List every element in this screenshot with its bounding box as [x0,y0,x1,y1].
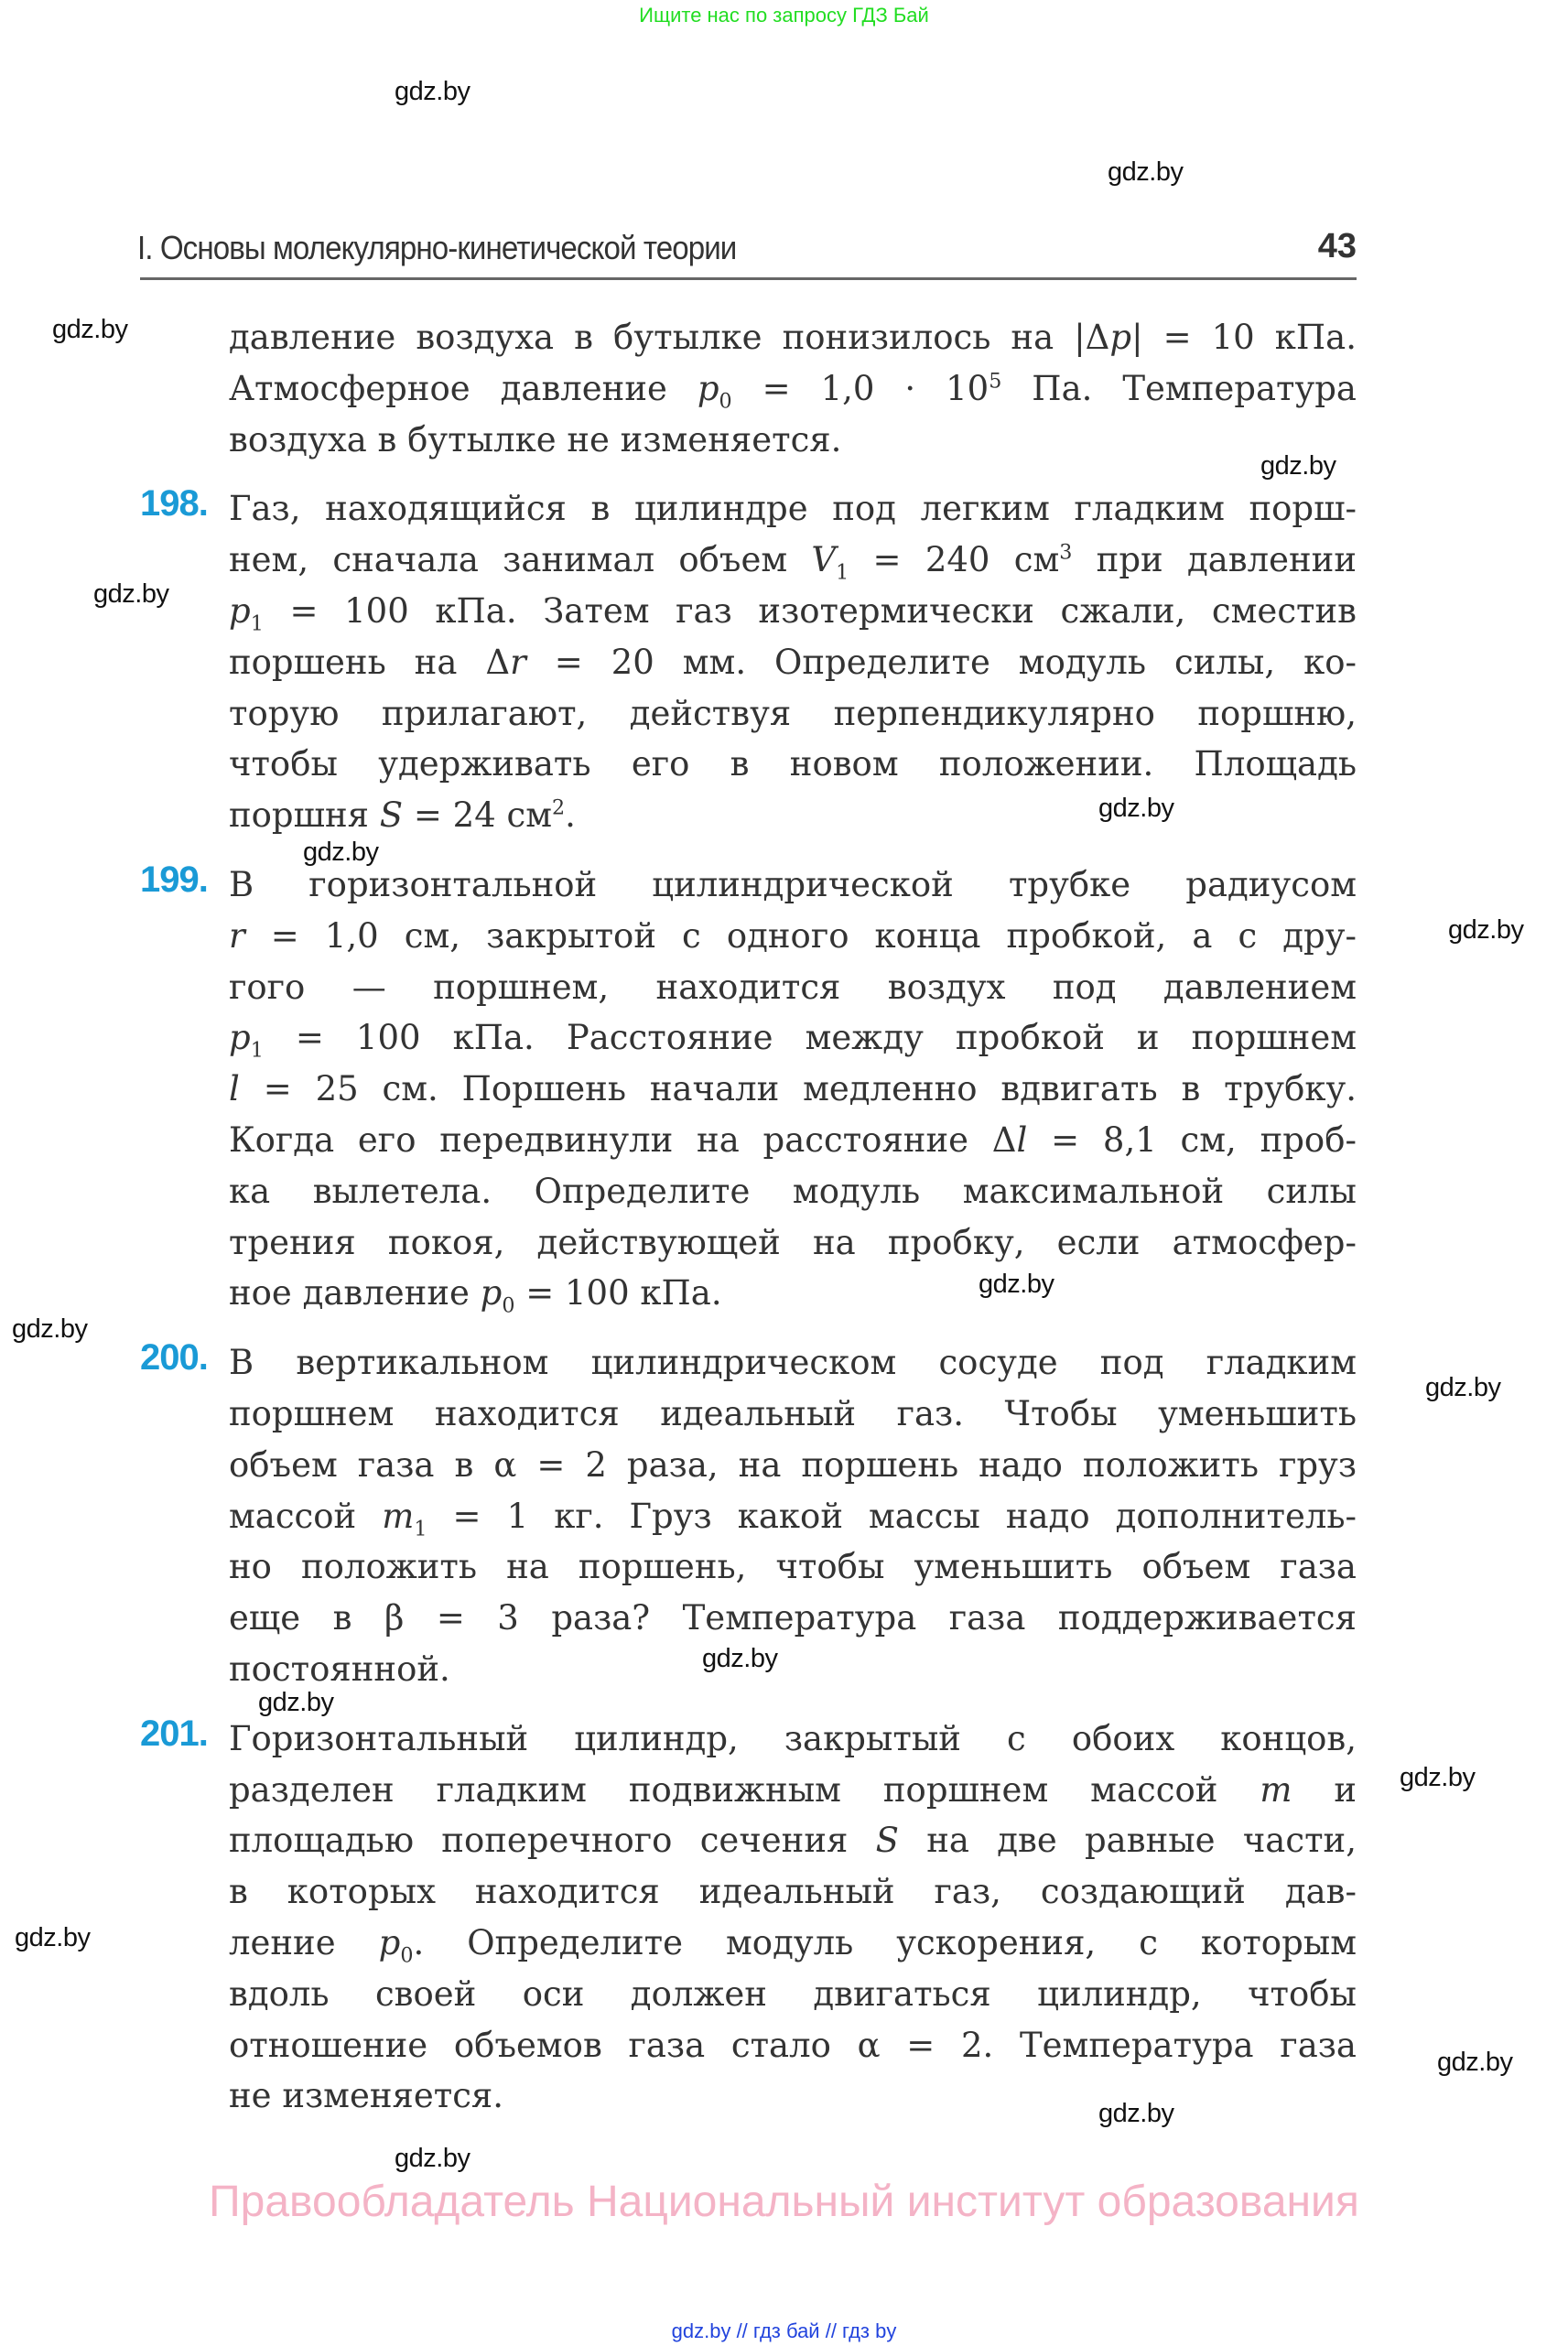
text-line [229,1765,1357,1816]
watermark: gdz.by [1260,451,1336,481]
text-segment: ление [229,1922,379,1962]
math-variable: S [875,1821,899,1861]
watermark: gdz.by [258,1688,334,1717]
text-line [229,586,1357,637]
text-segment: = 1 кг. Груз какой массы надо дополнитель- [427,1496,1357,1536]
text-segment: = 24 см [403,795,553,836]
text-line [229,312,1357,363]
math-variable: r [229,915,245,956]
problem-198 [140,483,1357,841]
math-variable: p [480,1273,503,1314]
subscript: 1 [414,1516,427,1541]
watermark: gdz.by [52,315,128,344]
problem-200 [140,1337,1357,1695]
math-variable: l [1016,1119,1028,1160]
watermark: gdz.by [1400,1763,1476,1792]
problem-201 [140,1713,1357,2122]
math-variable: l [229,1069,240,1109]
top-search-banner[interactable]: Ищите нас по запросу ГДЗ Бай [639,4,929,27]
text-segment: = 20 мм. Определите модуль силы, ко- [525,642,1357,682]
problem-number: 198. [140,483,208,524]
text-segment: = 1,0 · 10 [731,368,989,408]
math-variable: m [1260,1769,1292,1810]
text-line [229,1644,1357,1695]
text-line [229,1969,1357,2020]
text-segment: объем газа в α = 2 раза, на поршень надо положить груз [229,1444,1357,1485]
math-variable: p [697,368,719,408]
text-segment: чтобы удерживать его в новом положении. Площадь [229,744,1357,784]
watermark: gdz.by [1437,2048,1513,2077]
watermark: gdz.by [979,1270,1054,1299]
subscript: 1 [836,560,849,585]
subscript: 1 [250,611,264,636]
text-segment: = 240 см [849,540,1060,580]
header-divider [140,277,1357,280]
text-line [229,1012,1357,1064]
text-segment: в которых находится идеальный газ, создающий дав- [229,1872,1357,1912]
text-segment: трения покоя, действующей на пробку, если атмосфер- [229,1222,1357,1262]
math-variable: p [1109,318,1132,357]
superscript: 2 [552,795,566,820]
math-variable: m [382,1496,415,1536]
math-variable: S [379,795,404,836]
text-line [229,1714,1357,1765]
text-segment: воздуха в бутылке не изменяется. [229,419,842,459]
text-segment: постоянной. [229,1649,450,1689]
text-segment: В вертикальном цилиндрическом сосуде под гладким [229,1343,1357,1383]
chapter-title: I. Основы молекулярно-кинетической теории [137,229,737,266]
text-line [229,1918,1357,1969]
math-variable: p [229,1018,251,1058]
text-line [229,1866,1357,1918]
text-segment: | = 10 кПа. [1131,318,1357,357]
subscript: 0 [502,1293,515,1318]
text-segment: ка вылетела. Определите модуль максимальной силы [229,1171,1357,1211]
text-line [229,415,1357,466]
text-segment: = 25 см. Поршень начали медленно вдвигать в трубку. [239,1069,1357,1109]
text-line [229,1217,1357,1269]
text-line [229,859,1357,911]
watermark: gdz.by [1098,794,1174,823]
text-line [229,739,1357,790]
text-segment: не изменяется. [229,2076,504,2116]
text-segment: но положить на поршень, чтобы уменьшить объем газа [229,1547,1357,1587]
text-segment: еще в β = 3 раза? Температура газа поддерживается [229,1598,1357,1638]
text-segment: . [565,795,576,836]
text-line [229,1115,1357,1166]
text-line [229,688,1357,740]
watermark: gdz.by [93,579,169,609]
problem-199 [140,859,1357,1319]
problem-number: 200. [140,1337,208,1378]
watermark: gdz.by [1098,2099,1174,2128]
text-segment: поршня [229,795,380,836]
text-line [229,1166,1357,1217]
text-line [229,1491,1357,1542]
text-segment: массой [229,1496,383,1536]
watermark: gdz.by [395,77,470,106]
page-number: 43 [1317,227,1357,265]
text-line [229,911,1357,962]
text-segment: отношение объемов газа стало α = 2. Температура газа [229,2025,1357,2065]
text-segment: . Определите модуль ускорения, с которым [413,1922,1357,1962]
text-segment: = 100 кПа. [514,1273,722,1314]
problem-number: 199. [140,859,208,900]
text-segment: вдоль своей оси должен двигаться цилиндр, чтобы [229,1973,1357,2014]
text-line [229,637,1357,688]
text-line [229,1440,1357,1491]
superscript: 5 [989,369,1002,394]
text-line [229,2070,1357,2122]
math-variable: r [510,642,526,682]
watermark: gdz.by [1448,915,1524,945]
watermark: gdz.by [395,2144,470,2173]
text-segment: Горизонтальный цилиндр, закрытый с обоих концов, [229,1718,1357,1758]
text-line [229,1815,1357,1866]
text-line [229,1268,1357,1319]
text-segment: и [1292,1769,1357,1810]
text-line [229,1593,1357,1644]
text-segment: нем, сначала занимал объем [229,540,812,580]
text-line [229,1389,1357,1440]
text-segment: разделен гладким подвижным поршнем массой [229,1769,1260,1810]
math-variable: p [378,1922,401,1962]
text-line [229,962,1357,1013]
superscript: 3 [1059,540,1073,565]
text-line [229,790,1357,841]
subscript: 0 [719,389,732,414]
text-segment: = 8,1 см, проб- [1027,1119,1357,1160]
text-segment: на две равные части, [898,1821,1357,1861]
text-segment: площадью поперечного сечения [229,1821,876,1861]
text-line [229,363,1357,415]
text-line [229,1541,1357,1593]
problem-continuation [229,312,1357,465]
bottom-links[interactable]: gdz.by // гдз бай // гдз by [671,2319,897,2342]
watermark: gdz.by [1425,1373,1501,1402]
problems-text [140,312,1357,2140]
watermark: gdz.by [702,1644,778,1673]
problem-number: 201. [140,1713,208,1754]
text-segment: В горизонтальной цилиндрической трубке радиусом [229,864,1357,904]
text-segment: = 1,0 см, закрытой с одного конца пробкой, а с дру- [244,915,1357,956]
subscript: 0 [400,1943,414,1968]
text-segment: поршнем находится идеальный газ. Чтобы уменьшить [229,1393,1357,1433]
text-segment: Газ, находящийся в цилиндре под легким гладким порш- [229,489,1357,529]
text-line [229,535,1357,586]
text-segment: поршень на Δ [229,642,511,682]
watermark: gdz.by [1108,157,1184,187]
text-line [229,1337,1357,1389]
watermark: gdz.by [15,1923,91,1952]
text-segment: ное давление [229,1273,481,1314]
text-segment: давление воздуха в бутылке понизилось на |Δ [229,318,1110,357]
text-segment: торую прилагают, действуя перпендикулярно поршню, [229,693,1357,733]
math-variable: p [229,590,251,631]
text-segment: = 100 кПа. Затем газ изотермически сжали, сместив [263,590,1357,631]
subscript: 1 [250,1038,264,1063]
math-variable: V [811,540,837,580]
text-segment: = 100 кПа. Расстояние между пробкой и поршнем [263,1018,1357,1058]
text-line [229,1064,1357,1115]
text-line [229,483,1357,535]
text-line [229,2020,1357,2071]
text-segment: Па. Температура [1001,368,1357,408]
text-segment: при давлении [1072,540,1357,580]
text-segment: гого — поршнем, находится воздух под давлением [229,967,1357,1007]
text-segment: Атмосферное давление [229,368,697,408]
watermark: gdz.by [12,1314,88,1344]
text-segment: Когда его передвинули на расстояние Δ [229,1119,1017,1160]
rights-notice: Правообладатель Национальный институт образования [209,2178,1359,2226]
watermark: gdz.by [303,838,379,867]
